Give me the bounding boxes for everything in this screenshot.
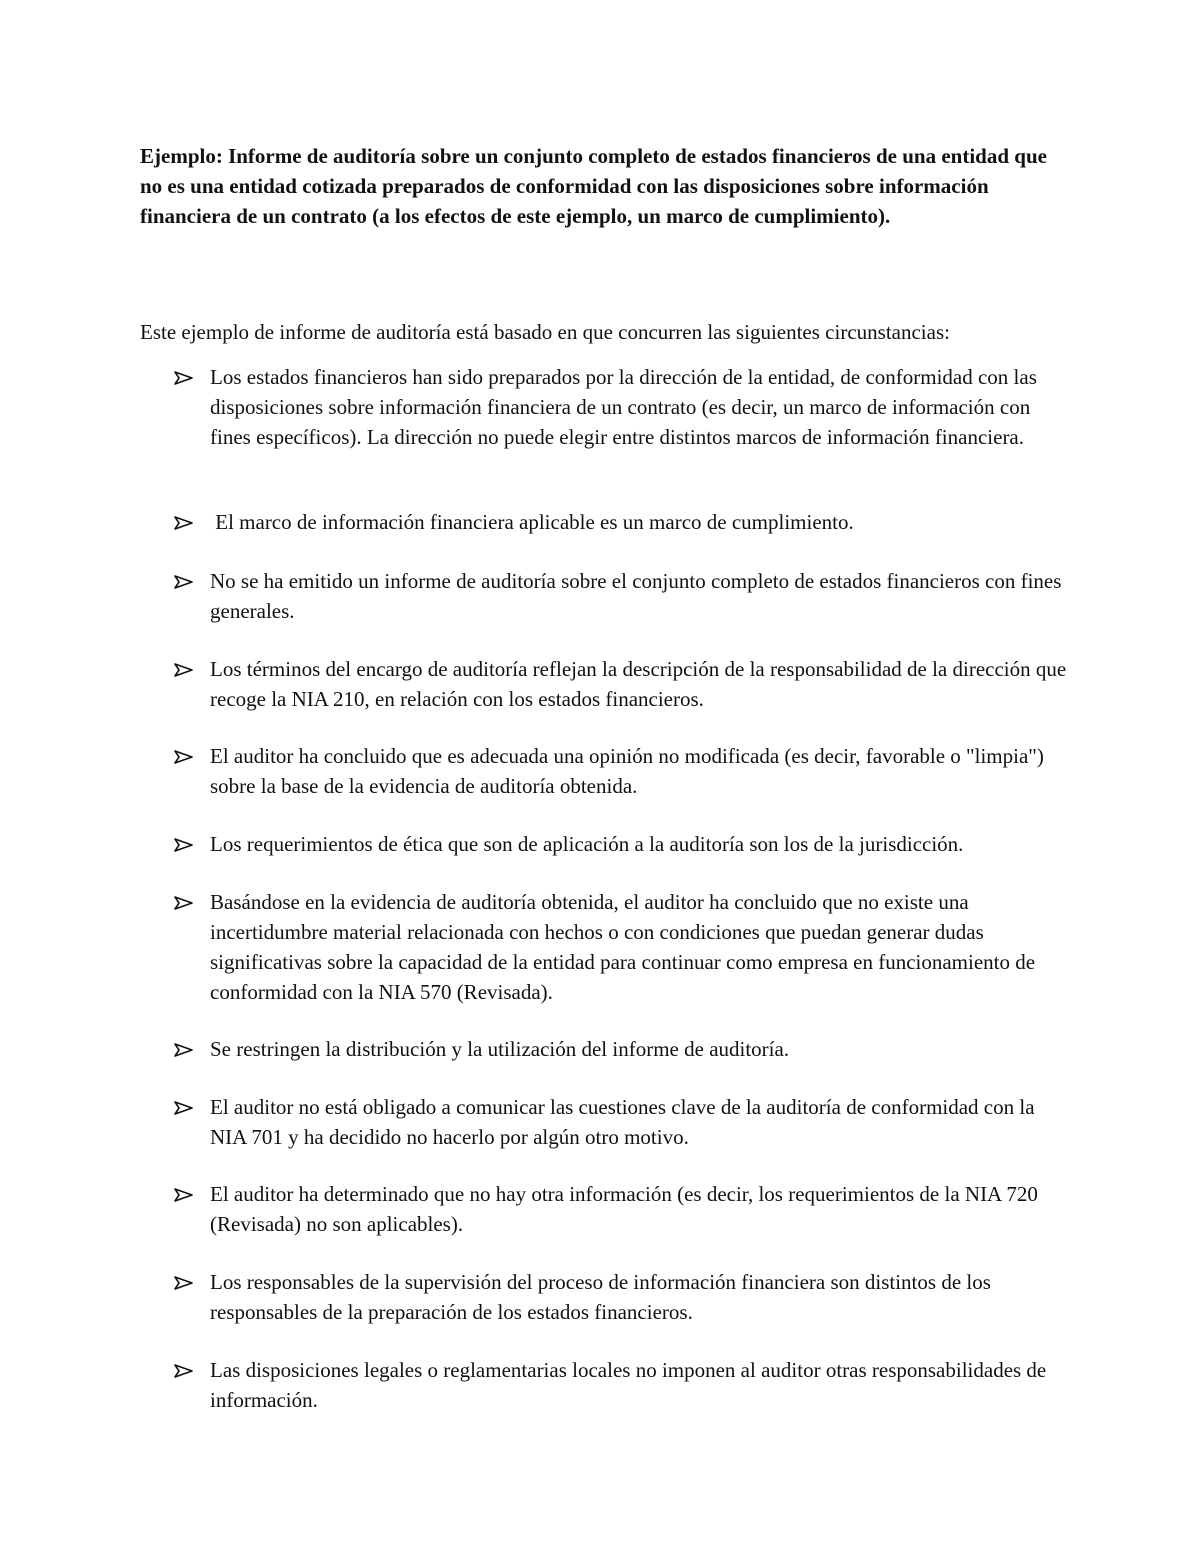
arrowhead-bullet-icon xyxy=(174,1034,204,1057)
arrowhead-bullet-icon xyxy=(174,741,204,764)
bullet-text: Los estados financieros han sido preparados por la dirección de la entidad, de conformidad con las disposiciones sobre información financiera de un contrato (es decir, un marco de información con fines específicos). La dirección no puede elegir entre distintos marcos de información financiera. xyxy=(210,365,1037,449)
bullet-item xyxy=(174,1267,1074,1327)
bullet-text: Se restringen la distribución y la utilización del informe de auditoría. xyxy=(210,1037,790,1061)
bullet-item xyxy=(174,1092,1074,1152)
bullet-text: No se ha emitido un informe de auditoría sobre el conjunto completo de estados financieros con fines generales. xyxy=(210,569,1062,623)
bullet-text: Los responsables de la supervisión del proceso de información financiera son distintos de los responsables de la preparación de los estados financieros. xyxy=(210,1270,991,1324)
arrowhead-bullet-icon xyxy=(174,654,204,677)
bullet-item xyxy=(174,362,1074,452)
document-title: Ejemplo: Informe de auditoría sobre un conjunto completo de estados financieros de una entidad que no es una entidad cotizada preparados de conformidad con las disposiciones sobre información financiera de un contrato (a los efectos de este ejemplo, un marco de cumplimiento). xyxy=(140,144,1047,228)
bullet-text: El marco de información financiera aplicable es un marco de cumplimiento. xyxy=(210,510,854,534)
bullet-text: Los requerimientos de ética que son de aplicación a la auditoría son los de la jurisdicción. xyxy=(210,832,964,856)
arrowhead-bullet-icon xyxy=(174,829,204,852)
bullet-text: El auditor ha determinado que no hay otra información (es decir, los requerimientos de la NIA 720 (Revisada) no son aplicables). xyxy=(210,1182,1038,1236)
arrowhead-bullet-icon xyxy=(174,1092,204,1115)
arrowhead-bullet-icon xyxy=(174,1267,204,1290)
bullet-item xyxy=(174,887,1074,1007)
intro-paragraph: Este ejemplo de informe de auditoría está basado en que concurren las siguientes circunstancias: xyxy=(140,320,950,344)
arrowhead-bullet-icon xyxy=(174,566,204,589)
arrowhead-bullet-icon xyxy=(174,362,204,385)
bullet-text: El auditor no está obligado a comunicar las cuestiones clave de la auditoría de conformidad con la NIA 701 y ha decidido no hacerlo por algún otro motivo. xyxy=(210,1095,1035,1149)
arrowhead-bullet-icon xyxy=(174,1179,204,1202)
bullet-item xyxy=(174,829,1074,859)
arrowhead-bullet-icon xyxy=(174,507,204,530)
bullet-text: Los términos del encargo de auditoría reflejan la descripción de la responsabilidad de la dirección que recoge la NIA 210, en relación con los estados financieros. xyxy=(210,657,1067,711)
bullet-item xyxy=(174,1034,1074,1064)
bullet-item xyxy=(174,1355,1074,1415)
arrowhead-bullet-icon xyxy=(174,1355,204,1378)
bullet-item xyxy=(174,1179,1074,1239)
bullet-text: Las disposiciones legales o reglamentarias locales no imponen al auditor otras responsabilidades de información. xyxy=(210,1358,1047,1412)
bullet-item xyxy=(174,654,1074,714)
bullet-item xyxy=(174,566,1074,626)
bullet-text: El auditor ha concluido que es adecuada una opinión no modificada (es decir, favorable o "limpia") sobre la base de la evidencia de auditoría obtenida. xyxy=(210,744,1044,798)
bullet-item xyxy=(174,741,1074,801)
bullet-text: Basándose en la evidencia de auditoría obtenida, el auditor ha concluido que no existe una incertidumbre material relacionada con hechos o con condiciones que puedan generar dudas significativas sobre la capacidad de la entidad para continuar como empresa en funcionamiento de conformidad con la NIA 570 (Revisada). xyxy=(210,890,1036,1004)
bullet-item xyxy=(174,507,1074,537)
arrowhead-bullet-icon xyxy=(174,887,204,910)
